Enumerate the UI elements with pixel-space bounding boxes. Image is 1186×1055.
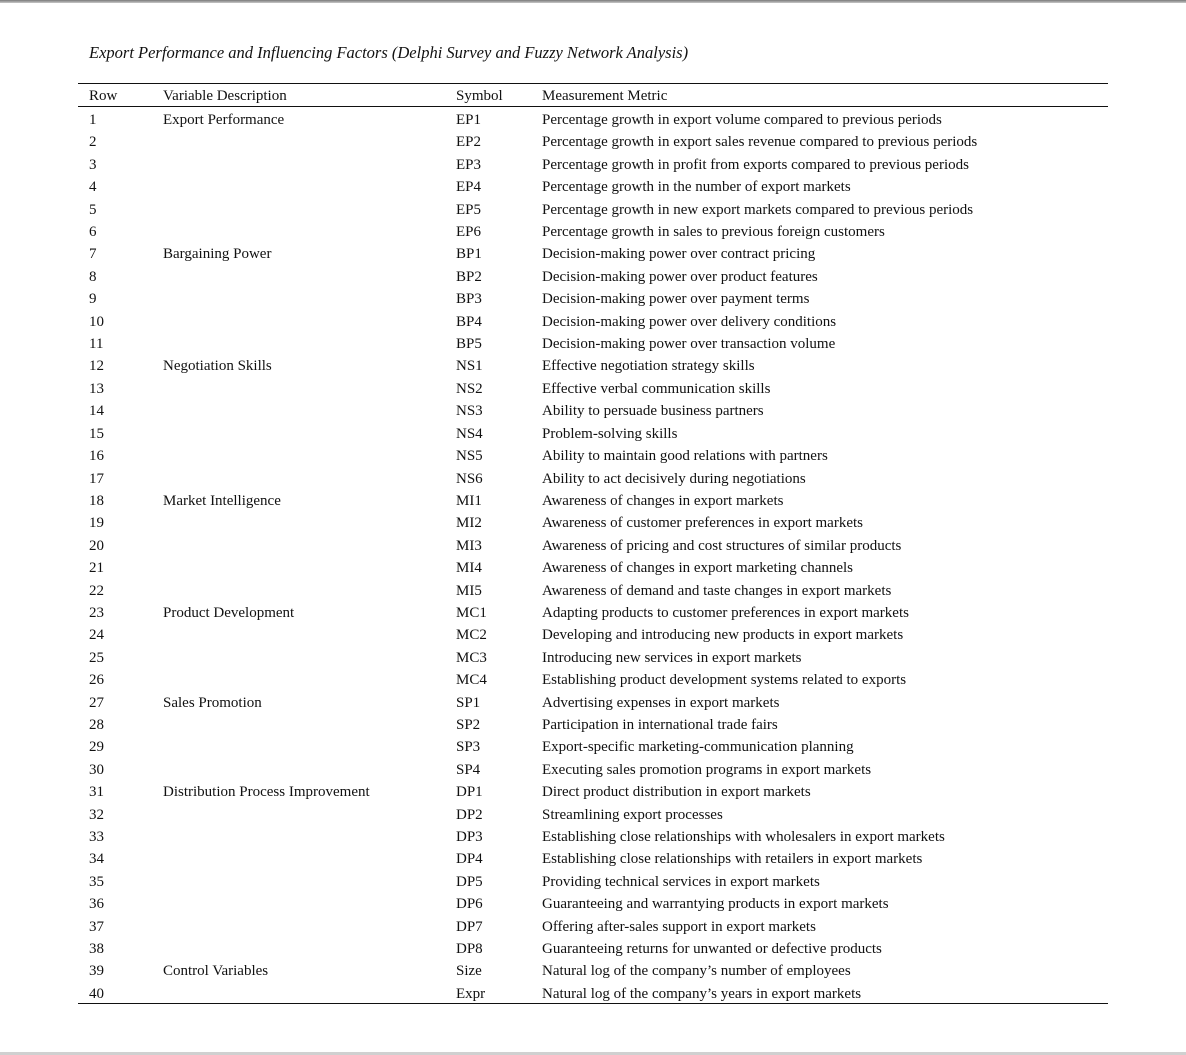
- row-number-cell: 17: [89, 470, 104, 487]
- variable-description-cell: [163, 669, 456, 691]
- measurement-metric-cell: Decision-making power over payment terms: [542, 291, 810, 308]
- table-row: [78, 423, 1108, 445]
- table-row: [78, 714, 1108, 736]
- variable-description-cell: [163, 557, 456, 579]
- symbol-cell: SP4: [456, 761, 481, 778]
- measurement-metric-cell: Streamlining export processes: [542, 806, 723, 823]
- row-number-cell: 40: [89, 985, 104, 1002]
- symbol-cell: EP3: [456, 156, 482, 173]
- measurement-metric-cell: Decision-making power over product features: [542, 268, 818, 285]
- variable-description-cell: [163, 871, 456, 893]
- row-number-cell: 18: [89, 492, 104, 509]
- measurement-metric-cell: Decision-making power over delivery conditions: [542, 313, 837, 330]
- table-row: [78, 378, 1108, 400]
- symbol-cell: MC4: [456, 672, 487, 689]
- table-row: [78, 490, 1108, 512]
- header-measurement-metric: Measurement Metric: [542, 88, 668, 104]
- variable-description-cell: [163, 714, 456, 736]
- table-row: [78, 759, 1108, 781]
- row-number-cell: 29: [89, 739, 104, 756]
- table-row: [78, 781, 1108, 803]
- table-row: [78, 848, 1108, 870]
- variable-description-cell: [163, 983, 456, 1005]
- measurement-metric-cell: Introducing new services in export markets: [542, 649, 802, 666]
- table-row: [78, 176, 1108, 198]
- table-row: [78, 535, 1108, 557]
- measurement-metric-cell: Percentage growth in export sales revenue compared to previous periods: [542, 134, 978, 151]
- variable-description-cell: [163, 378, 456, 400]
- symbol-cell: MI1: [456, 492, 482, 509]
- header-symbol: Symbol: [456, 88, 503, 104]
- row-number-cell: 13: [89, 380, 104, 397]
- row-number-cell: 11: [89, 336, 104, 353]
- table-row: [78, 199, 1108, 221]
- variable-description-cell: [163, 221, 456, 243]
- table-row: [78, 131, 1108, 153]
- symbol-cell: NS4: [456, 425, 483, 442]
- measurement-metric-cell: Ability to maintain good relations with partners: [542, 448, 828, 465]
- table-row: [78, 938, 1108, 960]
- row-number-cell: 8: [89, 268, 97, 285]
- variable-description-cell: [163, 131, 456, 153]
- symbol-cell: MI5: [456, 582, 482, 599]
- variable-description-cell: [163, 580, 456, 602]
- measurement-metric-cell: Percentage growth in new export markets compared to previous periods: [542, 201, 974, 218]
- table-row: [78, 669, 1108, 691]
- row-number-cell: 33: [89, 829, 104, 845]
- variable-description-cell: [163, 535, 456, 557]
- measurement-metric-cell: Problem-solving skills: [542, 425, 678, 442]
- variable-description-cell: [163, 445, 456, 467]
- symbol-cell: BP4: [456, 313, 482, 330]
- table-row: [78, 468, 1108, 490]
- variable-description-cell: Market Intelligence: [163, 492, 281, 509]
- symbol-cell: EP2: [456, 134, 482, 151]
- symbol-cell: DP6: [456, 896, 483, 913]
- measurement-metric-cell: Participation in international trade fairs: [542, 716, 778, 733]
- measurement-metric-cell: Developing and introducing new products in export markets: [542, 627, 904, 644]
- variable-description-cell: [163, 736, 456, 758]
- row-number-cell: 12: [89, 358, 104, 375]
- symbol-cell: MC3: [456, 649, 487, 666]
- window-top-border: [0, 0, 1186, 3]
- row-number-cell: 36: [89, 896, 104, 913]
- measurement-metric-cell: Awareness of demand and taste changes in export markets: [542, 582, 892, 599]
- symbol-cell: DP3: [456, 829, 483, 845]
- variable-description-cell: [163, 176, 456, 198]
- variable-description-cell: Bargaining Power: [163, 246, 272, 263]
- variable-description-cell: Distribution Process Improvement: [163, 784, 370, 801]
- measurement-metric-cell: Providing technical services in export markets: [542, 873, 820, 890]
- table-row: [78, 602, 1108, 624]
- symbol-cell: DP1: [456, 784, 483, 801]
- table-row: [78, 355, 1108, 377]
- table-row: [78, 107, 1108, 131]
- table-row: [78, 736, 1108, 758]
- variable-description-cell: [163, 647, 456, 669]
- table-row: [78, 288, 1108, 310]
- measurement-metric-cell: Direct product distribution in export markets: [542, 784, 811, 801]
- row-number-cell: 21: [89, 560, 104, 577]
- table-row: [78, 871, 1108, 893]
- table-row: [78, 311, 1108, 333]
- symbol-cell: DP8: [456, 941, 483, 958]
- symbol-cell: BP3: [456, 291, 482, 308]
- variable-description-cell: Export Performance: [163, 112, 285, 128]
- measurement-metric-cell: Advertising expenses in export markets: [542, 694, 780, 711]
- measurement-metric-cell: Effective verbal communication skills: [542, 380, 771, 397]
- symbol-cell: NS5: [456, 448, 483, 465]
- variable-description-cell: [163, 759, 456, 781]
- row-number-cell: 4: [89, 179, 97, 196]
- row-number-cell: 9: [89, 291, 97, 308]
- symbol-cell: NS1: [456, 358, 483, 375]
- row-number-cell: 31: [89, 784, 104, 801]
- measurement-metric-cell: Establishing close relationships with wholesalers in export markets: [542, 829, 945, 845]
- symbol-cell: EP6: [456, 224, 482, 241]
- row-number-cell: 25: [89, 649, 104, 666]
- table-caption: Export Performance and Influencing Factors (Delphi Survey and Fuzzy Network Analysis): [89, 43, 689, 62]
- symbol-cell: DP5: [456, 873, 483, 890]
- table-row: [78, 243, 1108, 265]
- measurement-metric-cell: Guaranteeing returns for unwanted or defective products: [542, 941, 882, 958]
- variable-description-cell: [163, 154, 456, 176]
- row-number-cell: 14: [89, 403, 104, 420]
- measurement-metric-cell: Export-specific marketing-communication planning: [542, 739, 854, 756]
- measurement-metric-cell: Ability to act decisively during negotiations: [542, 470, 806, 487]
- variable-description-cell: [163, 468, 456, 490]
- variable-description-cell: [163, 288, 456, 310]
- measurement-metric-cell: Awareness of changes in export markets: [542, 492, 784, 509]
- variable-description-cell: [163, 333, 456, 355]
- row-number-cell: 5: [89, 201, 97, 218]
- symbol-cell: MI2: [456, 515, 482, 532]
- measurement-metric-cell: Effective negotiation strategy skills: [542, 358, 755, 375]
- row-number-cell: 6: [89, 224, 97, 241]
- variable-description-cell: [163, 512, 456, 534]
- symbol-cell: NS6: [456, 470, 483, 487]
- symbol-cell: NS3: [456, 403, 483, 420]
- measurement-metric-cell: Adapting products to customer preferences in export markets: [542, 604, 909, 621]
- variable-description-cell: [163, 893, 456, 915]
- measurement-metric-cell: Awareness of changes in export marketing channels: [542, 560, 854, 577]
- variable-description-cell: [163, 624, 456, 646]
- table-header-row: [78, 86, 1108, 107]
- row-number-cell: 37: [89, 918, 104, 935]
- row-number-cell: 30: [89, 761, 104, 778]
- table-row: [78, 826, 1108, 848]
- row-number-cell: 39: [89, 963, 104, 980]
- measurement-metric-cell: Awareness of pricing and cost structures of similar products: [542, 537, 902, 554]
- row-number-cell: 15: [89, 425, 104, 442]
- table-row: [78, 557, 1108, 579]
- symbol-cell: Size: [456, 963, 482, 980]
- table-row: [78, 960, 1108, 982]
- symbol-cell: BP5: [456, 336, 482, 353]
- symbol-cell: EP5: [456, 201, 482, 218]
- symbol-cell: EP4: [456, 179, 482, 196]
- table-row: [78, 624, 1108, 646]
- variable-description-cell: Negotiation Skills: [163, 358, 272, 375]
- measurement-metric-cell: Establishing close relationships with retailers in export markets: [542, 851, 923, 868]
- table-row: [78, 221, 1108, 243]
- variable-description-cell: Sales Promotion: [163, 694, 262, 711]
- table-row: [78, 333, 1108, 355]
- symbol-cell: SP1: [456, 694, 481, 711]
- table-row: [78, 692, 1108, 714]
- variable-description-cell: [163, 804, 456, 826]
- symbol-cell: DP2: [456, 806, 483, 823]
- row-number-cell: 23: [89, 604, 104, 621]
- table-top-rule: [78, 83, 1108, 84]
- row-number-cell: 1: [89, 112, 97, 128]
- table-row: [78, 266, 1108, 288]
- row-number-cell: 2: [89, 134, 97, 151]
- variables-table: [78, 86, 1108, 1005]
- variable-description-cell: [163, 826, 456, 848]
- table-row: [78, 580, 1108, 602]
- row-number-cell: 16: [89, 448, 104, 465]
- measurement-metric-cell: Percentage growth in export volume compared to previous periods: [542, 112, 942, 128]
- symbol-cell: SP3: [456, 739, 481, 756]
- variable-description-cell: [163, 311, 456, 333]
- variable-description-cell: Product Development: [163, 604, 295, 621]
- table-row: [78, 916, 1108, 938]
- variable-description-cell: [163, 266, 456, 288]
- row-number-cell: 35: [89, 873, 104, 890]
- measurement-metric-cell: Awareness of customer preferences in export markets: [542, 515, 863, 532]
- variable-description-cell: [163, 199, 456, 221]
- header-row: Row: [89, 88, 118, 104]
- variable-description-cell: [163, 400, 456, 422]
- row-number-cell: 38: [89, 941, 104, 958]
- row-number-cell: 34: [89, 851, 104, 868]
- measurement-metric-cell: Percentage growth in the number of export markets: [542, 179, 851, 196]
- table-row: [78, 804, 1108, 826]
- symbol-cell: Expr: [456, 985, 486, 1002]
- table-row: [78, 154, 1108, 176]
- measurement-metric-cell: Natural log of the company’s number of employees: [542, 963, 851, 980]
- variable-description-cell: [163, 916, 456, 938]
- measurement-metric-cell: Percentage growth in profit from exports compared to previous periods: [542, 156, 969, 173]
- variable-description-cell: [163, 938, 456, 960]
- measurement-metric-cell: Establishing product development systems related to exports: [542, 672, 907, 689]
- symbol-cell: EP1: [456, 112, 482, 128]
- table-row: [78, 983, 1108, 1005]
- table-body: [78, 107, 1108, 1005]
- measurement-metric-cell: Natural log of the company’s years in export markets: [542, 985, 862, 1002]
- table-row: [78, 445, 1108, 467]
- variable-description-cell: [163, 423, 456, 445]
- row-number-cell: 19: [89, 515, 104, 532]
- measurement-metric-cell: Guaranteeing and warrantying products in export markets: [542, 896, 889, 913]
- row-number-cell: 22: [89, 582, 104, 599]
- symbol-cell: MI3: [456, 537, 482, 554]
- row-number-cell: 3: [89, 156, 97, 173]
- measurement-metric-cell: Decision-making power over transaction volume: [542, 336, 836, 353]
- row-number-cell: 20: [89, 537, 104, 554]
- measurement-metric-cell: Decision-making power over contract pricing: [542, 246, 816, 263]
- symbol-cell: NS2: [456, 380, 483, 397]
- table-row: [78, 400, 1108, 422]
- row-number-cell: 32: [89, 806, 104, 823]
- variable-description-cell: Control Variables: [163, 963, 269, 980]
- symbol-cell: MI4: [456, 560, 482, 577]
- symbol-cell: BP2: [456, 268, 482, 285]
- table-row: [78, 647, 1108, 669]
- variable-description-cell: [163, 848, 456, 870]
- symbol-cell: BP1: [456, 246, 482, 263]
- row-number-cell: 7: [89, 246, 97, 263]
- table-row: [78, 512, 1108, 534]
- row-number-cell: 27: [89, 694, 104, 711]
- header-variable-description: Variable Description: [163, 88, 287, 104]
- measurement-metric-cell: Executing sales promotion programs in export markets: [542, 761, 872, 778]
- measurement-metric-cell: Ability to persuade business partners: [542, 403, 764, 420]
- measurement-metric-cell: Offering after-sales support in export markets: [542, 918, 816, 935]
- symbol-cell: MC2: [456, 627, 487, 644]
- measurement-metric-cell: Percentage growth in sales to previous foreign customers: [542, 224, 885, 241]
- symbol-cell: MC1: [456, 604, 487, 621]
- symbol-cell: DP4: [456, 851, 483, 868]
- symbol-cell: SP2: [456, 716, 481, 733]
- symbol-cell: DP7: [456, 918, 483, 935]
- row-number-cell: 10: [89, 313, 104, 330]
- row-number-cell: 26: [89, 672, 104, 689]
- row-number-cell: 28: [89, 716, 104, 733]
- table-row: [78, 893, 1108, 915]
- row-number-cell: 24: [89, 627, 104, 644]
